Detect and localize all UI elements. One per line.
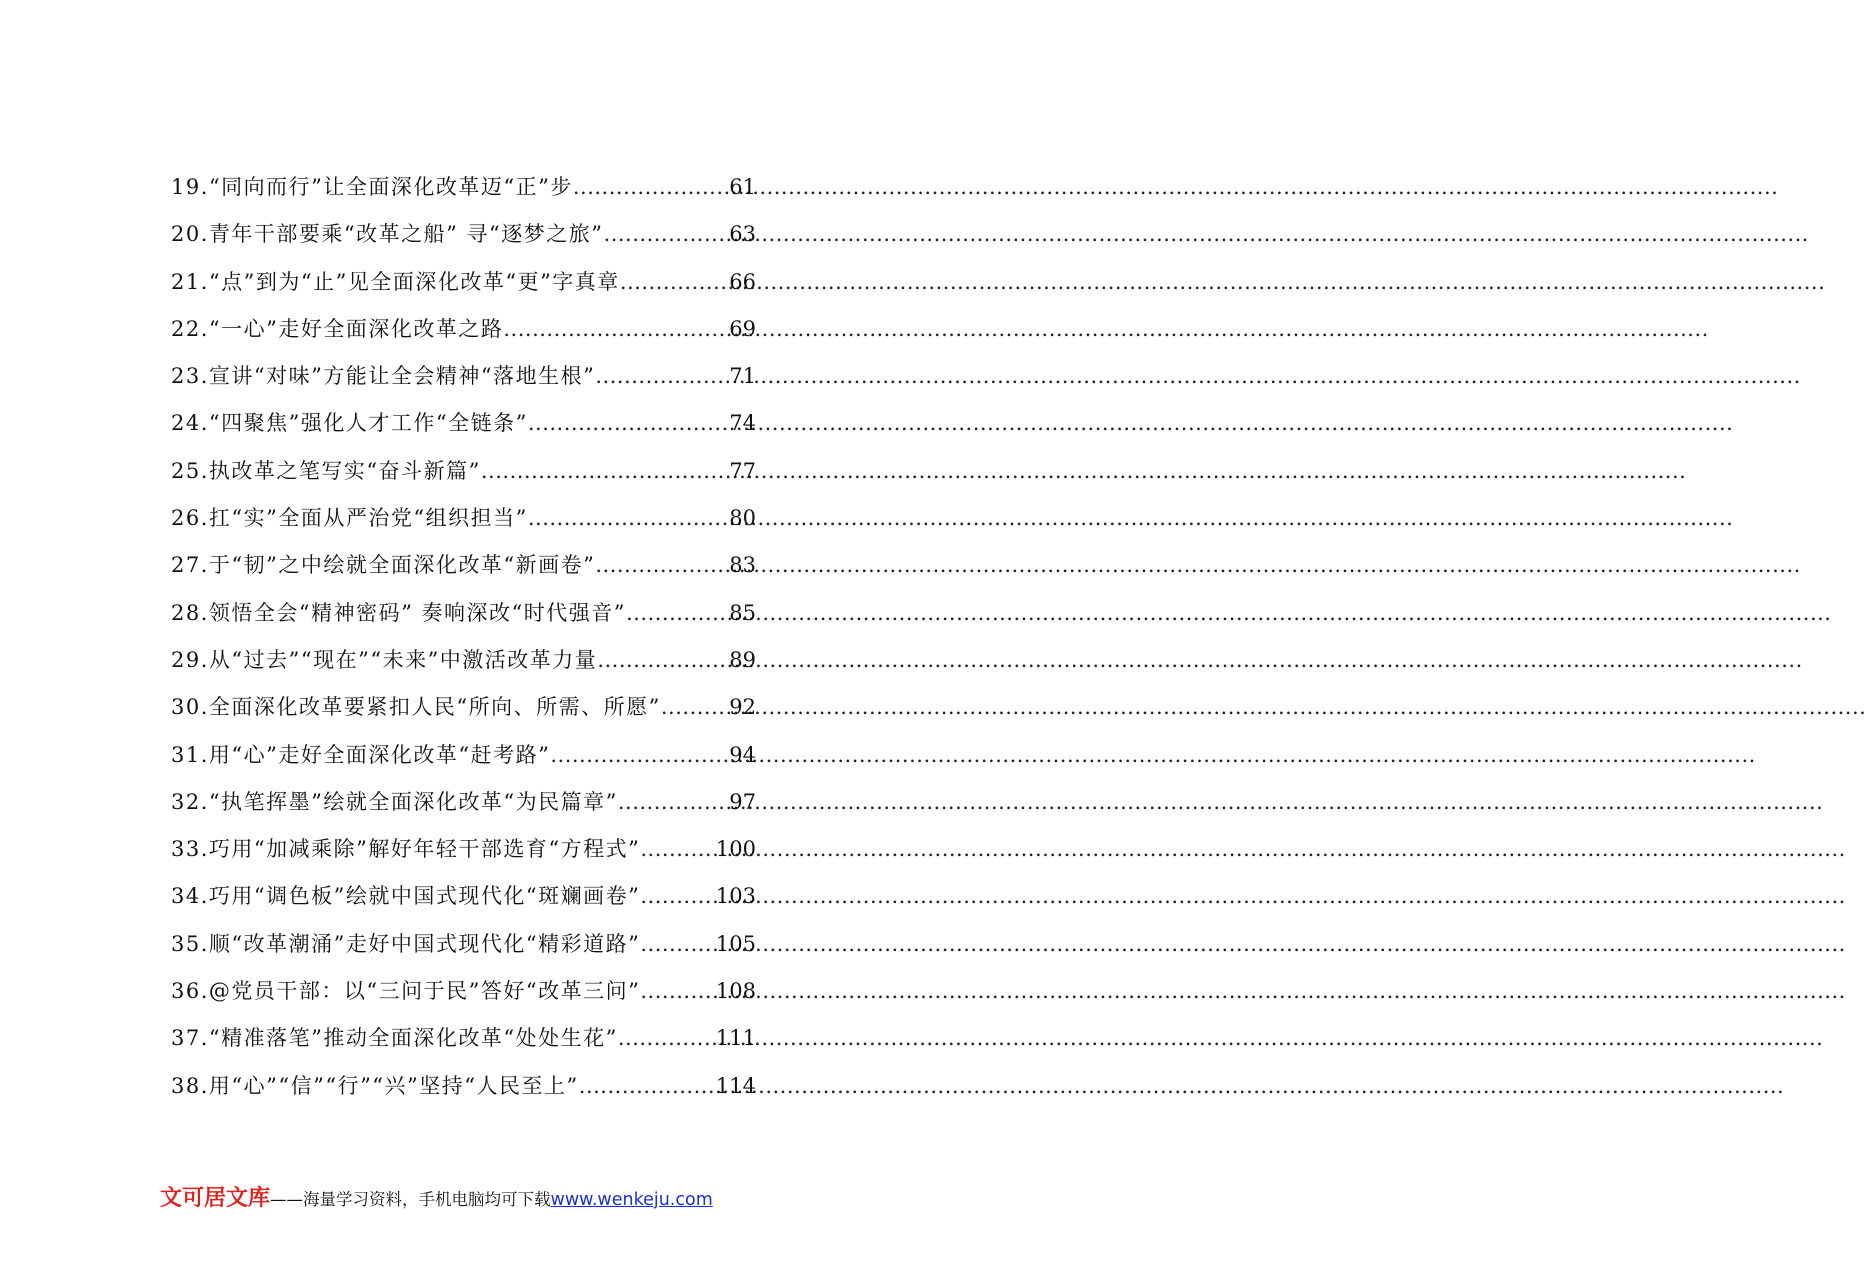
toc-dot-leader bbox=[597, 637, 728, 684]
toc-entry-page-number: 103 bbox=[715, 884, 756, 909]
toc-entry-page-number: 71 bbox=[729, 364, 756, 389]
toc-entry-title: 28.领悟全会“精神密码” 奏响深改“时代强音” bbox=[171, 600, 627, 625]
toc-entry[interactable] bbox=[171, 164, 756, 211]
footer-slogan: ——海量学习资料，手机电脑均可下载 bbox=[270, 1190, 551, 1209]
toc-dot-leader bbox=[528, 495, 728, 542]
toc-dot-leader bbox=[595, 542, 728, 589]
toc-entry-page-number: 114 bbox=[715, 1073, 756, 1098]
toc-entry-page-number: 92 bbox=[729, 695, 756, 720]
toc-entry[interactable] bbox=[171, 684, 756, 731]
toc-entry[interactable] bbox=[171, 873, 756, 920]
toc-entry-page-number: 77 bbox=[729, 458, 756, 483]
toc-entry-page-number: 83 bbox=[729, 553, 756, 578]
toc-dot-leader bbox=[640, 873, 715, 920]
toc-entry[interactable] bbox=[171, 968, 756, 1015]
toc-dot-leader bbox=[579, 1063, 715, 1110]
toc-dot-leader bbox=[618, 779, 728, 826]
toc-dot-leader bbox=[573, 164, 728, 211]
toc-dot-leader bbox=[640, 968, 715, 1015]
toc-entry-page-number: 69 bbox=[729, 316, 756, 341]
toc-entry-title: 35.顺“改革潮涌”走好中国式现代化“精彩道路” bbox=[171, 931, 641, 956]
toc-entry-title: 23.宣讲“对味”方能让全会精神“落地生根” bbox=[171, 364, 596, 389]
toc-entry-title: 22.“一心”走好全面深化改革之路 bbox=[171, 316, 504, 341]
footer-banner bbox=[160, 1181, 760, 1211]
toc-entry[interactable] bbox=[171, 1015, 756, 1062]
toc-entry-title: 27.于“韧”之中绘就全面深化改革“新画卷” bbox=[171, 553, 596, 578]
toc-entry[interactable] bbox=[171, 448, 756, 495]
toc-entry[interactable] bbox=[171, 495, 756, 542]
toc-entry-page-number: 89 bbox=[729, 647, 756, 672]
toc-entry-title: 24.“四聚焦”强化人才工作“全链条” bbox=[171, 411, 528, 436]
toc-entry[interactable] bbox=[171, 732, 756, 779]
toc-entry-page-number: 74 bbox=[729, 411, 756, 436]
toc-entry-page-number: 61 bbox=[729, 175, 756, 199]
toc-entry[interactable] bbox=[171, 211, 756, 258]
toc-dot-leader bbox=[640, 826, 715, 873]
toc-entry-title: 19.“同向而行”让全面深化改革迈“正”步 bbox=[171, 175, 573, 199]
toc-entry-page-number: 111 bbox=[715, 1026, 756, 1051]
toc-entry[interactable] bbox=[171, 306, 756, 353]
toc-entry[interactable] bbox=[171, 826, 756, 873]
toc-entry[interactable] bbox=[171, 637, 756, 684]
toc-dot-leader bbox=[640, 921, 715, 968]
toc-entry-title: 37.“精准落笔”推动全面深化改革“处处生花” bbox=[171, 1026, 618, 1051]
toc-entry-title: 30.全面深化改革要紧扣人民“所向、所需、所愿” bbox=[171, 695, 661, 720]
toc-entry[interactable] bbox=[171, 400, 756, 447]
toc-dot-leader bbox=[481, 448, 728, 495]
document-page bbox=[0, 0, 909, 1286]
toc-entry-title: 31.用“心”走好全面深化改革“赶考路” bbox=[171, 742, 551, 767]
toc-entry-title: 26.扛“实”全面从严治党“组织担当” bbox=[171, 506, 528, 531]
toc-dot-leader bbox=[626, 590, 728, 637]
toc-entry[interactable] bbox=[171, 1063, 756, 1110]
toc-entry-page-number: 94 bbox=[729, 742, 756, 767]
toc-entry-title: 32.“执笔挥墨”绘就全面深化改革“为民篇章” bbox=[171, 789, 618, 814]
toc-entry-title: 34.巧用“调色板”绘就中国式现代化“斑斓画卷” bbox=[171, 884, 641, 909]
toc-entry-page-number: 105 bbox=[715, 931, 756, 956]
toc-entry[interactable] bbox=[171, 542, 756, 589]
toc-entry-title: 21.“点”到为“止”见全面深化改革“更”字真章 bbox=[171, 269, 620, 294]
toc-dot-leader bbox=[595, 353, 728, 400]
toc-entry-page-number: 66 bbox=[729, 269, 756, 294]
toc-dot-leader bbox=[620, 259, 728, 306]
toc-entry[interactable] bbox=[171, 259, 756, 306]
toc-dot-leader bbox=[528, 400, 728, 447]
toc-entry[interactable] bbox=[171, 590, 756, 637]
toc-entry-page-number: 80 bbox=[729, 506, 756, 531]
toc-dot-leader bbox=[550, 732, 728, 779]
toc-entry[interactable] bbox=[171, 779, 756, 826]
toc-dot-leader bbox=[503, 306, 728, 353]
toc-entry-page-number: 63 bbox=[729, 222, 756, 247]
toc-entry-title: 36.@党员干部：以“三问于民”答好“改革三问” bbox=[171, 979, 641, 1004]
toc-dot-leader bbox=[604, 211, 729, 258]
toc-dot-leader bbox=[618, 1015, 715, 1062]
footer-website-link[interactable]: www.wenkeju.com bbox=[550, 1190, 713, 1210]
toc-entry-title: 33.巧用“加减乘除”解好年轻干部选育“方程式” bbox=[171, 837, 641, 862]
toc-entry-page-number: 100 bbox=[715, 837, 756, 862]
toc-entry-page-number: 97 bbox=[729, 789, 756, 814]
toc-entry[interactable] bbox=[171, 921, 756, 968]
table-of-contents bbox=[171, 164, 756, 1110]
toc-entry-page-number: 108 bbox=[715, 979, 756, 1004]
footer-brand: 文可居文库 bbox=[160, 1186, 271, 1211]
toc-entry[interactable] bbox=[171, 353, 756, 400]
toc-entry-title: 29.从“过去”“现在”“未来”中激活改革力量 bbox=[171, 647, 598, 672]
toc-dot-leader bbox=[661, 684, 728, 731]
toc-entry-page-number: 85 bbox=[729, 600, 756, 625]
toc-entry-title: 25.执改革之笔写实“奋斗新篇” bbox=[171, 458, 481, 483]
toc-entry-title: 38.用“心”“信”“行”“兴”坚持“人民至上” bbox=[171, 1073, 579, 1098]
toc-entry-title: 20.青年干部要乘“改革之船” 寻“逐梦之旅” bbox=[171, 222, 604, 247]
